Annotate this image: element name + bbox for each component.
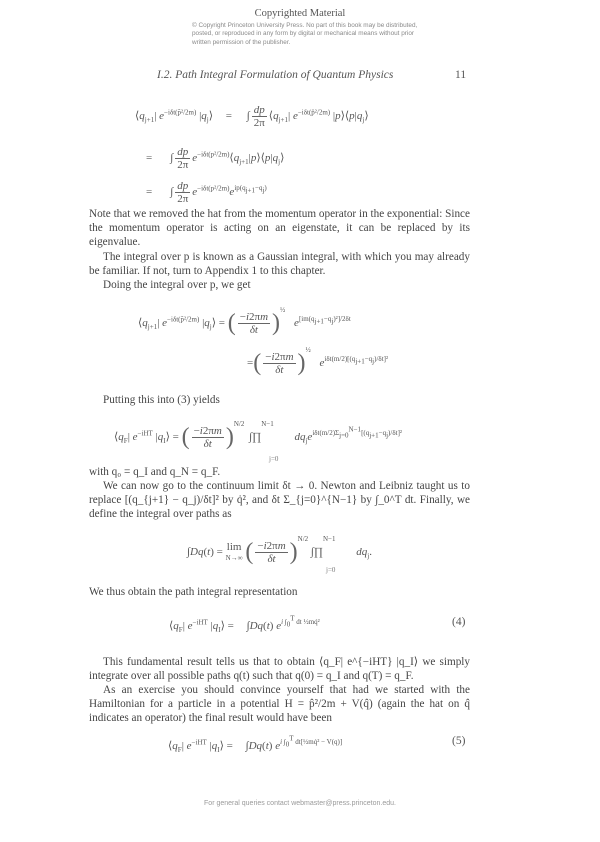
paragraph-6-text: We can now go to the continuum limit δt → 0. Newton and Leibniz taught us to replace [(q_{j+1} − q_j)/δt]² by q̇², and δt Σ_{j=0}^{N−1} by ∫_0^T dt. Finally, we define the integral over paths as	[89, 480, 470, 521]
equation-4-number: (4)	[452, 616, 466, 628]
product-index: j=0	[269, 455, 279, 463]
paragraph-8	[89, 655, 470, 683]
paragraph-4	[89, 393, 470, 407]
paragraph-3-text: Doing the integral over p, we get	[103, 279, 251, 291]
equation-d: ∫Dq(t) = lim N→∞ ( $\frac{-i2\pi m}{\delta t}$ )$^{N/2}$ ∫∏$^{N-1}$ $dq_j$.	[187, 535, 372, 565]
equals-sign: =	[225, 110, 233, 123]
equation-a-line-2: = ∫ $\frac{dp}{2\pi}$ $e^{-i\delta t(p^2/2m)}⟨q_{j+1}|p⟩⟨p|q_j⟩$	[146, 146, 285, 171]
equation-b-line-2: =( $\frac{-i2\pi m}{\delta t}$ )$^{\frac{1}{2}}$ $e^{i\delta t(m/2)[(q_{j+1}-q_j)/\delta t]^2}$	[247, 346, 389, 376]
paragraph-1-text: Note that we removed the hat from the momentum operator in the exponential: Since the momentum operator is acting on an eigenstate, it can be replaced by its eigenvalue.	[89, 208, 470, 249]
copyright-title: Copyrighted Material	[254, 8, 346, 19]
page-number: 11	[455, 69, 467, 81]
paragraph-5	[89, 465, 470, 479]
equation-5-number: (5)	[452, 735, 466, 747]
equation-a-line-1-lhs: $⟨q_{j+1}|$ $e^{-i\delta t(p̂^2/2m)}$ $|q_j⟩$	[135, 108, 214, 125]
product-index-2: j=0	[326, 566, 336, 574]
paragraph-8-text: This fundamental result tells us that to obtain ⟨q_F| e^{−iHT} |q_I⟩ we simply integrate over all possible paths q(t) such that q(0) = q_I and q(T) = q_F.	[89, 656, 470, 683]
paragraph-7	[89, 585, 470, 599]
running-head: I.2. Path Integral Formulation of Quantum Physics	[157, 69, 394, 81]
equation-a-line-1: $⟨q_{j+1}|$ $e^{-i\delta t(p̂^2/2m)}$ $|q_j⟩$ = ∫ $\frac{dp}{2\pi}$ $⟨q_{j+1}|$ $e^{-i\delta t(p̂^2/2m)}$ $|p⟩⟨p|q_j⟩$	[135, 104, 369, 129]
footer-contact: For general queries contact webmaster@press.princeton.edu.	[204, 800, 396, 807]
paragraph-5-text: with q₀ = q_I and q_N = q_F.	[89, 466, 221, 478]
copyright-notice: © Copyright Princeton University Press. No part of this book may be distributed, posted, or reproduced in any form by digital or mechanical means without prior written permission of the publisher.	[192, 22, 418, 46]
equation-a-line-3: = ∫ $\frac{dp}{2\pi}$ $e^{-i\delta t(p^2/2m)}e^{ip(q_{j+1}-q_j)}$	[146, 180, 267, 205]
paragraph-7-text: We thus obtain the path integral representation	[89, 586, 298, 598]
paragraph-9-text: As an exercise you should convince yourself that had we started with the Hamiltonian for a particle in a potential H = p̂²/2m + V(q̂) (again the hat on q̂ indicates an operator) the final result would have been	[89, 684, 470, 725]
equation-5: $⟨q_F|$ $e^{-iHT}$ $|q_I⟩ = \int Dq(t)$ $e^{i \int_0^T dt[\frac{1}{2}mq̇^2 - V(q)]}$	[168, 735, 343, 755]
paragraph-3	[89, 278, 470, 292]
equation-4: $⟨q_F|$ $e^{-iHT}$ $|q_I⟩ = \int Dq(t)$ $e^{i \int_0^T dt \frac{1}{2}mq̇^2}$	[169, 615, 320, 635]
paragraph-2	[89, 250, 470, 278]
paragraph-2-text: The integral over p is known as a Gaussian integral, with which you may already be familiar. If not, turn to Appendix 1 to this chapter.	[89, 251, 470, 278]
paragraph-1	[89, 207, 470, 250]
equation-b-line-1: $⟨q_{j+1}|$ $e^{-i\delta t(p̂^2/2m)}$ $|q_j⟩$ = ( $\frac{-i2\pi m}{\delta t}$ )$^{\frac{1}{2}}$ $e^{[im(q_{j+1}-q_j)^2]/2\delta t}$	[138, 306, 351, 336]
paragraph-4-text: Putting this into (3) yields	[103, 394, 220, 406]
paragraph-6	[89, 479, 470, 522]
equation-c: $⟨q_F|$ $e^{-iHT}$ $|q_I⟩$ = ( $\frac{-i2\pi m}{\delta t}$ )$^{N/2}$ ∫∏$^{N-1}$ $dq_je^{i\delta t(m/2)\Sigma_{j=0}^{N-1}[(q_{j+1}-q_j)/\delta t]^2}$	[114, 420, 402, 450]
paragraph-9	[89, 683, 470, 726]
